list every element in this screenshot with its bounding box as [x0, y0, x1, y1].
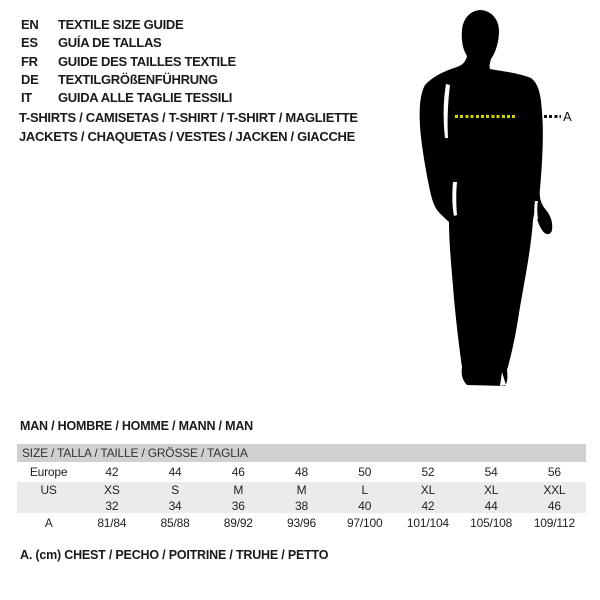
cell: 81/84 — [97, 516, 127, 530]
language-label: TEXTILE SIZE GUIDE — [58, 17, 184, 32]
man-silhouette-icon — [405, 8, 565, 393]
table-row-europe — [17, 462, 586, 482]
cell: 34 — [168, 498, 182, 513]
cell: 32 — [105, 498, 119, 513]
table-row-chest-cm — [17, 513, 586, 533]
language-label: TEXTILGRÖßENFÜHRUNG — [58, 71, 218, 87]
language-code: FR — [21, 53, 38, 69]
row-label: US — [40, 483, 57, 497]
language-code: EN — [21, 17, 39, 32]
cell: 44 — [168, 465, 182, 479]
man-silhouette-body — [420, 10, 553, 386]
cell: M — [233, 483, 244, 497]
cell: 42 — [421, 498, 435, 513]
category-jackets: JACKETS / CHAQUETAS / VESTES / JACKEN / GIACCHE — [19, 128, 355, 144]
size-table — [17, 444, 586, 533]
cell: 36 — [231, 498, 245, 513]
cell: 52 — [421, 465, 435, 479]
cell: 85/88 — [160, 516, 190, 530]
cell: 42 — [105, 465, 119, 479]
cell: 56 — [547, 465, 561, 479]
cell: 97/100 — [346, 516, 383, 530]
cell: 109/112 — [533, 516, 575, 530]
cell: 101/104 — [406, 516, 449, 530]
row-label: A — [44, 516, 53, 530]
measure-label-a: A — [563, 109, 572, 124]
row-label — [17, 498, 80, 513]
cell: S — [171, 483, 179, 497]
table-row-us-letter — [17, 482, 586, 498]
section-title-man: MAN / HOMBRE / HOMME / MANN / MAN — [20, 419, 253, 433]
language-label: GUÍA DE TALLAS — [58, 35, 162, 51]
category-tshirts: T-SHIRTS / CAMISETAS / T-SHIRT / T-SHIRT / MAGLIETTE — [19, 110, 358, 125]
cell: 40 — [358, 498, 372, 513]
table-row-us-numeric — [17, 498, 586, 513]
cell: 93/96 — [286, 516, 316, 530]
cell: 48 — [295, 465, 308, 479]
cell: 50 — [358, 465, 372, 479]
row-label: Europe — [29, 465, 68, 479]
cell: 38 — [295, 498, 308, 513]
cell: 46 — [547, 498, 561, 513]
cell: M — [296, 483, 307, 497]
language-code: ES — [21, 35, 38, 51]
language-code: IT — [21, 90, 32, 106]
language-label: GUIDE DES TAILLES TEXTILE — [58, 53, 236, 69]
cell: XL — [484, 483, 499, 497]
size-table-header: SIZE / TALLA / TAILLE / GRÖSSE / TAGLIA — [22, 446, 248, 460]
cell: 89/92 — [223, 516, 253, 530]
cell: XS — [104, 483, 120, 497]
cell: L — [361, 483, 368, 497]
measurement-footnote: A. (cm) CHEST / PECHO / POITRINE / TRUHE / PETTO — [20, 548, 329, 562]
cell: XXL — [543, 483, 566, 497]
chest-measure-line-extension — [544, 115, 561, 118]
size-table-header-row — [17, 444, 586, 462]
cell: 54 — [484, 465, 498, 479]
cell: XL — [420, 483, 436, 497]
language-code: DE — [21, 71, 39, 87]
language-label: GUIDA ALLE TAGLIE TESSILI — [58, 90, 233, 106]
cell: 46 — [231, 465, 245, 479]
cell: 105/108 — [470, 516, 513, 530]
chest-measure-line-on-body — [455, 115, 517, 118]
cell: 44 — [484, 498, 498, 513]
